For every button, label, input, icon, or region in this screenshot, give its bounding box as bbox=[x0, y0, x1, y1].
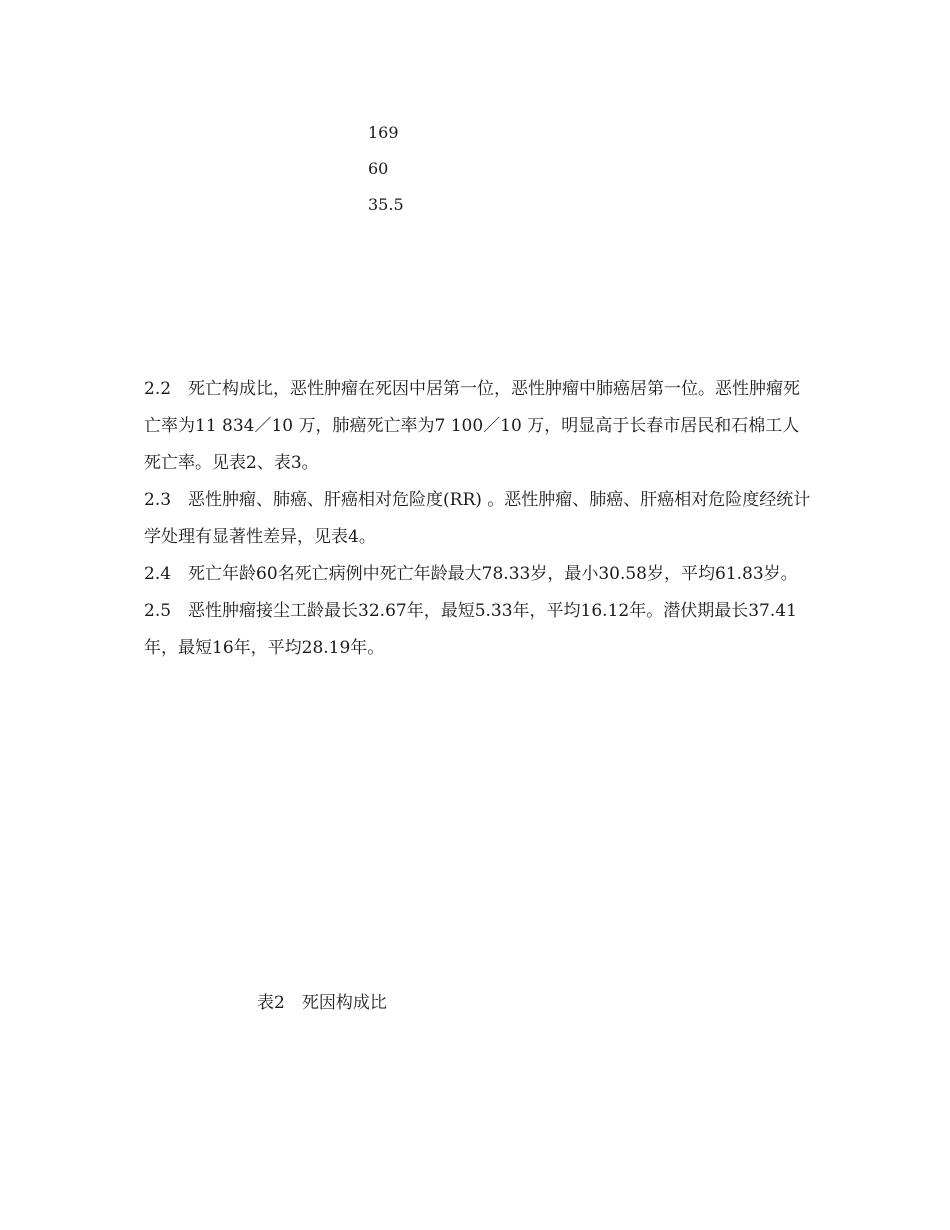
results-section bbox=[144, 371, 812, 667]
top-value-2: 60 bbox=[368, 159, 389, 178]
table-caption: 表2 死因构成比 bbox=[257, 993, 387, 1013]
paragraph-2-5: 2.5 恶性肿瘤接尘工龄最长32.67年，最短5.33年，平均16.12年。潜伏期最长37.41年，最短16年，平均28.19年。 bbox=[144, 601, 797, 658]
top-value-3: 35.5 bbox=[368, 195, 404, 214]
paragraph-2-4: 2.4 死亡年龄60名死亡病例中死亡年龄最大78.33岁，最小30.58岁，平均61.83岁。 bbox=[144, 564, 798, 584]
top-value-1: 169 bbox=[368, 123, 399, 142]
paragraph-2-2: 2.2 死亡构成比，恶性肿瘤在死因中居第一位，恶性肿瘤中肺癌居第一位。恶性肿瘤死亡率为11 834／10 万，肺癌死亡率为7 100／10 万，明显高于长春市居民和石棉工人死亡率。见表2、表3。 bbox=[144, 379, 801, 473]
paragraph-2-3: 2.3 恶性肿瘤、肺癌、肝癌相对危险度(RR) 。恶性肿瘤、肺癌、肝癌相对危险度经统计学处理有显著性差异，见表4。 bbox=[144, 490, 811, 547]
